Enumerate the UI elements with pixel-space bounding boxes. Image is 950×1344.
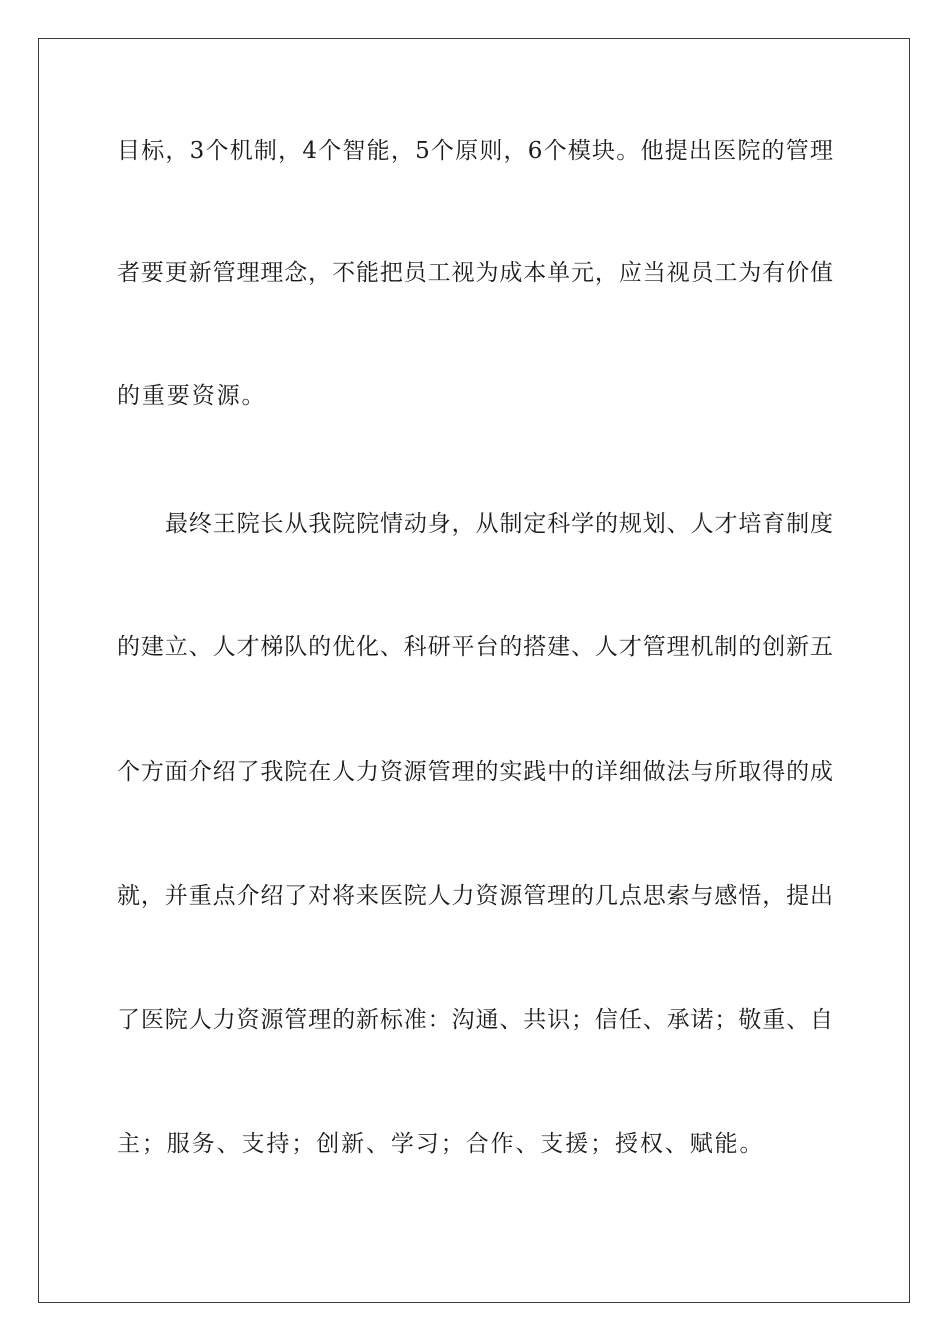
page-border <box>38 38 910 1303</box>
paragraph-line-8: 了医院人力资源管理的新标准：沟通、共识；信任、承诺；敬重、自 <box>117 1007 833 1033</box>
paragraph-line-3: 的重要资源。 <box>117 383 267 409</box>
paragraph-line-5: 的建立、人才梯队的优化、科研平台的搭建、人才管理机制的创新五 <box>117 634 833 660</box>
paragraph-line-6: 个方面介绍了我院在人力资源管理的实践中的详细做法与所取得的成 <box>117 759 833 785</box>
paragraph-line-7: 就，并重点介绍了对将来医院人力资源管理的几点思索与感悟，提出 <box>117 883 833 909</box>
paragraph-line-1: 目标，3个机制，4个智能，5个原则，6个模块。他提出医院的管理 <box>117 138 833 164</box>
paragraph-line-9: 主；服务、支持；创新、学习；合作、支援；授权、赋能。 <box>117 1131 765 1157</box>
paragraph-line-2: 者要更新管理理念，不能把员工视为成本单元，应当视员工为有价值 <box>117 260 833 286</box>
paragraph-line-4: 最终王院长从我院院情动身，从制定科学的规划、人才培育制度 <box>165 511 833 537</box>
